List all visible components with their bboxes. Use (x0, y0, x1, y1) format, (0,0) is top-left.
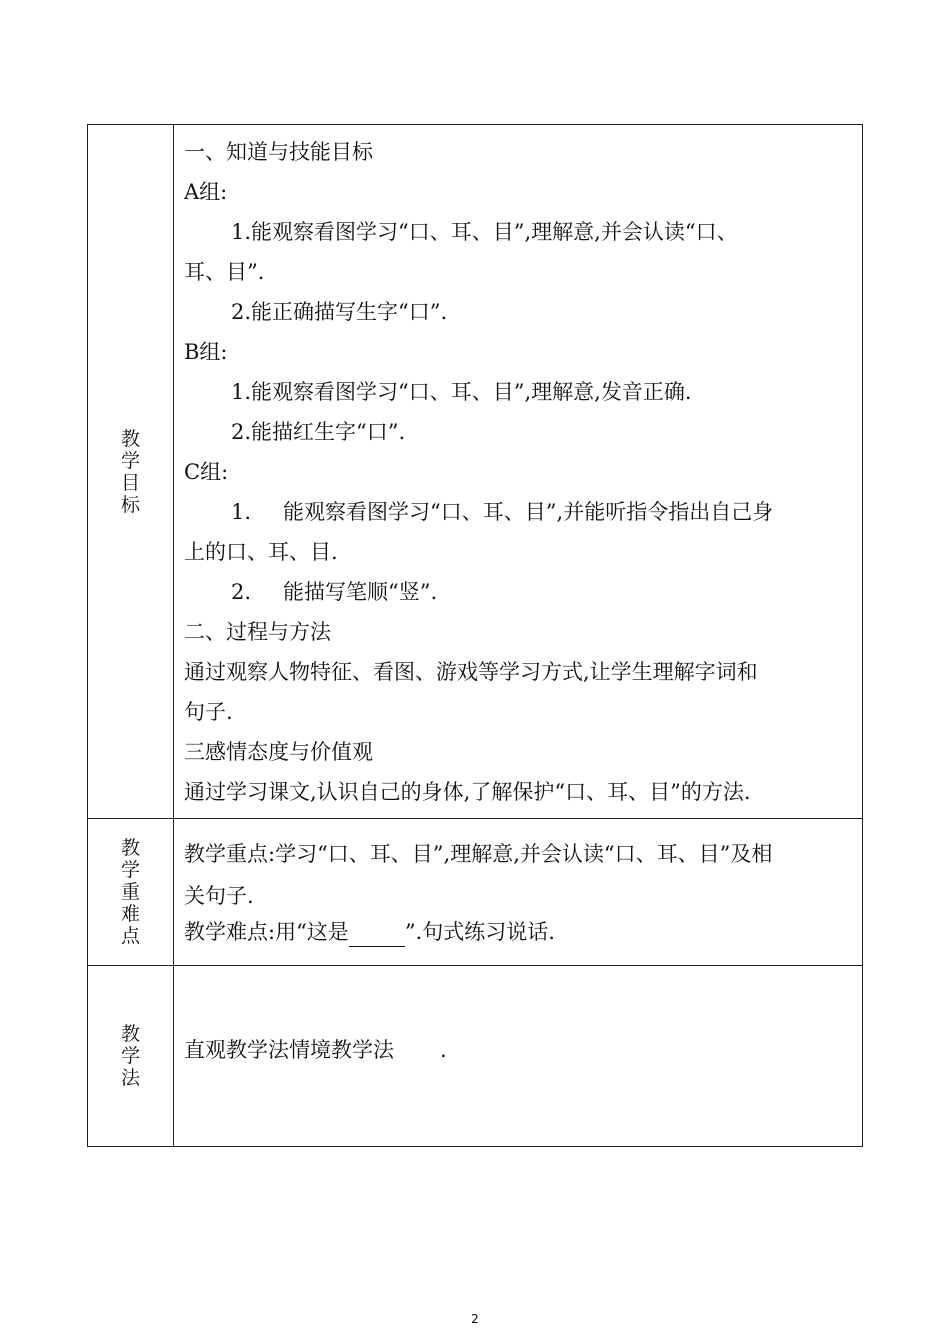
key-point-line: 关句子. (184, 884, 254, 908)
key-points-row (88, 819, 863, 966)
goals-line: 2.能描红生字“口”. (231, 420, 406, 444)
goals-row (88, 125, 863, 819)
goals-line: 一、知道与技能目标 (184, 140, 373, 164)
methods-content-cell (174, 966, 863, 1147)
goals-line: 二、过程与方法 (184, 620, 331, 644)
list-number: 1. (231, 500, 252, 524)
goals-label-cell (88, 125, 174, 819)
lesson-plan-table (87, 124, 863, 1147)
goals-line: 通过学习课文,认识自己的身体,了解保护“口、耳、目”的方法. (184, 780, 751, 804)
goals-content-cell (174, 125, 863, 819)
methods-label-cell (88, 966, 174, 1147)
goals-line: 三感情态度与价值观 (184, 740, 373, 764)
goals-label: 教学目标 (120, 427, 140, 516)
list-text: 能观察看图学习“口、耳、目”,并能听指令指出自己身 (283, 500, 774, 524)
key-point-line: 教学重点:学习“口、耳、目”,理解意,并会认读“口、耳、目”及相 (184, 842, 773, 866)
methods-text: 直观教学法情境教学法 (184, 1038, 394, 1062)
goals-line: 句子. (184, 700, 233, 724)
goals-line: A组: (184, 180, 228, 204)
goals-line: C组: (184, 460, 229, 484)
difficulty-line (184, 917, 854, 947)
key-points-label: 教学重难点 (120, 837, 140, 947)
methods-suffix: . (440, 1038, 447, 1062)
goals-line: 1.能观察看图学习“口、耳、目”,理解意,并会认读“口、 (231, 220, 738, 244)
methods-row (88, 966, 863, 1147)
goals-line: 上的口、耳、目. (184, 540, 338, 564)
goals-line: 通过观察人物特征、看图、游戏等学习方式,让学生理解字词和 (184, 660, 758, 684)
goals-line: 2.能正确描写生字“口”. (231, 300, 448, 324)
goals-line (184, 572, 854, 612)
methods-label: 教学法 (120, 1023, 140, 1089)
difficulty-prefix: 教学难点:用“这是 (184, 920, 349, 944)
goals-line: B组: (184, 340, 228, 364)
key-points-label-cell (88, 819, 174, 966)
fill-blank (349, 922, 405, 947)
list-number: 2. (231, 580, 252, 604)
goals-line: 1.能观察看图学习“口、耳、目”,理解意,发音正确. (231, 380, 692, 404)
goals-line (184, 492, 854, 532)
difficulty-suffix: ”.句式练习说话. (404, 920, 555, 944)
page-number: 2 (471, 1312, 479, 1326)
key-points-content-cell (174, 819, 863, 966)
list-text: 能描写笔顺“竖”. (283, 580, 438, 604)
goals-line: 耳、目”. (184, 260, 265, 284)
